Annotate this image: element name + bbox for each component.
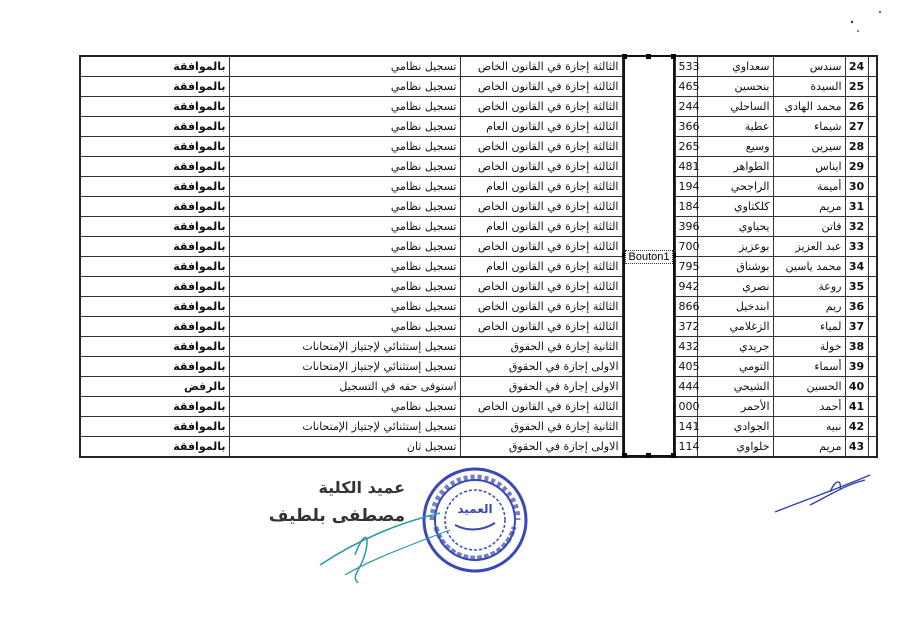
row-number-cell: 42 [845,417,868,437]
row-number-cell: 38 [845,337,868,357]
first-name-cell: سندس [773,56,845,77]
table-row [80,137,877,157]
dean-name: مصطفى بلطيف [268,506,405,526]
table-row [80,237,877,257]
student-id-cell: 396 [675,217,697,237]
edge-cell [868,337,877,357]
resize-handle[interactable] [622,54,627,59]
first-name-cell: أميمة [773,177,845,197]
first-name-cell: لمياء [773,317,845,337]
table-row [80,437,877,458]
study-level-cell: الثالثة إجازة في القانون الخاص [460,77,622,97]
study-level-cell: الاولى إجازة في الحقوق [460,357,622,377]
student-id-cell: 795 [675,257,697,277]
edge-cell [868,377,877,397]
decision-cell: بالموافقة [80,197,229,217]
registration-type-cell: تسجيل ثان [229,437,460,458]
decision-cell: بالموافقة [80,217,229,237]
last-name-cell: الزغلامي [697,317,773,337]
student-id-cell: 942 [675,277,697,297]
last-name-cell: الأحمر [697,397,773,417]
first-name-cell: شيماء [773,117,845,137]
decision-cell: بالموافقة [80,257,229,277]
registration-type-cell: تسجيل نظامي [229,56,460,77]
first-name-cell: سيرين [773,137,845,157]
edge-cell [868,297,877,317]
edge-cell [868,437,877,458]
row-number-cell: 28 [845,137,868,157]
registration-type-cell: تسجيل نظامي [229,277,460,297]
first-name-cell: محمد ياسين [773,257,845,277]
registration-type-cell: تسجيل نظامي [229,177,460,197]
decision-cell: بالموافقة [80,177,229,197]
decision-cell: بالموافقة [80,117,229,137]
study-level-cell: الثالثة إجازة في القانون الخاص [460,56,622,77]
resize-handle[interactable] [646,54,651,59]
first-name-cell: الحسين [773,377,845,397]
student-id-cell: 141 [675,417,697,437]
edge-cell [868,137,877,157]
decision-cell: بالموافقة [80,357,229,377]
resize-handle[interactable] [646,453,651,458]
last-name-cell: بنحسين [697,77,773,97]
study-level-cell: الثالثة إجازة في القانون الخاص [460,277,622,297]
resize-handle[interactable] [671,453,676,458]
table-row [80,277,877,297]
first-name-cell: ريم [773,297,845,317]
edge-cell [868,397,877,417]
decision-cell: بالموافقة [80,277,229,297]
decision-cell: بالموافقة [80,56,229,77]
row-number-cell: 36 [845,297,868,317]
last-name-cell: الطواهر [697,157,773,177]
study-level-cell: الثانية إجازة في الحقوق [460,337,622,357]
study-level-cell: الثالثة إجازة في القانون الخاص [460,237,622,257]
study-level-cell: الاولى إجازة في الحقوق [460,437,622,458]
decision-cell: بالرفض [80,377,229,397]
study-level-cell: الثالثة إجازة في القانون العام [460,177,622,197]
registration-type-cell: تسجيل إستثنائي لإجتياز الإمتحانات [229,357,460,377]
registration-type-cell: تسجيل نظامي [229,97,460,117]
table-row [80,157,877,177]
first-name-cell: أحمد [773,397,845,417]
first-name-cell: ايناس [773,157,845,177]
stamp-label: العميد [457,502,493,516]
edge-cell [868,317,877,337]
last-name-cell: سعداوي [697,56,773,77]
decision-cell: بالموافقة [80,297,229,317]
edge-cell [868,77,877,97]
row-number-cell: 24 [845,56,868,77]
signature-block [268,478,405,538]
registration-type-cell: تسجيل نظامي [229,217,460,237]
first-name-cell: أسماء [773,357,845,377]
student-id-cell: 114 [675,437,697,458]
edge-cell [868,157,877,177]
resize-handle[interactable] [671,54,676,59]
decision-cell: بالموافقة [80,417,229,437]
row-number-cell: 43 [845,437,868,458]
student-id-cell: 366 [675,117,697,137]
table-row [80,417,877,437]
edge-cell [868,277,877,297]
study-level-cell: الثالثة إجازة في القانون الخاص [460,317,622,337]
first-name-cell: روعة [773,277,845,297]
study-level-cell: الثالثة إجازة في القانون الخاص [460,137,622,157]
registration-type-cell: تسجيل نظامي [229,197,460,217]
edge-cell [868,56,877,77]
last-name-cell: بوعزيز [697,237,773,257]
student-id-cell: 700 [675,237,697,257]
row-number-cell: 31 [845,197,868,217]
edge-cell [868,357,877,377]
registration-type-cell: تسجيل نظامي [229,237,460,257]
last-name-cell: وسيع [697,137,773,157]
table-row [80,317,877,337]
row-number-cell: 34 [845,257,868,277]
table-row [80,117,877,137]
row-number-cell: 41 [845,397,868,417]
row-number-cell: 29 [845,157,868,177]
decision-cell: بالموافقة [80,237,229,257]
first-name-cell: فاتن [773,217,845,237]
study-level-cell: الثالثة إجازة في القانون الخاص [460,197,622,217]
table-row [80,397,877,417]
first-name-cell: مريم [773,437,845,458]
study-level-cell: الثالثة إجازة في القانون العام [460,117,622,137]
student-id-cell: 405 [675,357,697,377]
study-level-cell: الثالثة إجازة في القانون الخاص [460,397,622,417]
resize-handle[interactable] [622,453,627,458]
student-id-cell: 184 [675,197,697,217]
registration-type-cell: تسجيل نظامي [229,257,460,277]
registration-type-cell: تسجيل نظامي [229,397,460,417]
pen-stroke [770,470,880,520]
first-name-cell: مريم [773,197,845,217]
table-row [80,377,877,397]
decision-cell: بالموافقة [80,337,229,357]
study-level-cell: الثالثة إجازة في القانون العام [460,217,622,237]
decision-cell: بالموافقة [80,77,229,97]
student-id-cell: 533 [675,56,697,77]
edge-cell [868,257,877,277]
last-name-cell: الساحلي [697,97,773,117]
dean-title: عميد الكلية [318,478,405,497]
decision-cell: بالموافقة [80,317,229,337]
table-row [80,297,877,317]
table-row [80,177,877,197]
row-number-cell: 37 [845,317,868,337]
registration-type-cell: تسجيل نظامي [229,157,460,177]
first-name-cell: السيدة [773,77,845,97]
student-id-cell: 194 [675,177,697,197]
row-number-cell: 30 [845,177,868,197]
last-name-cell: بوشناق [697,257,773,277]
last-name-cell: كلكتاوي [697,197,773,217]
table-row [80,357,877,377]
table-row [80,197,877,217]
student-id-cell: 000 [675,397,697,417]
last-name-cell: الشيحي [697,377,773,397]
edge-cell [868,117,877,137]
table-row [80,217,877,237]
last-name-cell: عطية [697,117,773,137]
row-number-cell: 32 [845,217,868,237]
row-number-cell: 39 [845,357,868,377]
row-number-cell: 33 [845,237,868,257]
edge-cell [868,237,877,257]
student-id-cell: 265 [675,137,697,157]
last-name-cell: جريدي [697,337,773,357]
bouton1-button[interactable] [623,55,675,457]
registration-type-cell: تسجيل نظامي [229,137,460,157]
study-level-cell: الثانية إجازة في الحقوق [460,417,622,437]
row-number-cell: 25 [845,77,868,97]
table-row [80,257,877,277]
student-id-cell: 481 [675,157,697,177]
decision-cell: بالموافقة [80,397,229,417]
registration-type-cell: تسجيل نظامي [229,77,460,97]
row-number-cell: 40 [845,377,868,397]
table-row [80,337,877,357]
registration-type-cell: تسجيل نظامي [229,117,460,137]
decision-cell: بالموافقة [80,97,229,117]
table-row [80,77,877,97]
row-number-cell: 26 [845,97,868,117]
student-id-cell: 866 [675,297,697,317]
student-id-cell: 432 [675,337,697,357]
first-name-cell: محمد الهادي [773,97,845,117]
decision-cell: بالموافقة [80,157,229,177]
registration-type-cell: تسجيل نظامي [229,317,460,337]
study-level-cell: الثالثة إجازة في القانون الخاص [460,97,622,117]
bouton1-label: Bouton1 [625,250,673,264]
last-name-cell: نصري [697,277,773,297]
registration-type-cell: تسجيل إستثنائي لإجتياز الإمتحانات [229,337,460,357]
edge-cell [868,97,877,117]
registration-type-cell: تسجيل نظامي [229,297,460,317]
decision-cell: بالموافقة [80,437,229,458]
last-name-cell: التومي [697,357,773,377]
decision-cell: بالموافقة [80,137,229,157]
last-name-cell: الراجحي [697,177,773,197]
student-id-cell: 465 [675,77,697,97]
table-row [80,97,877,117]
last-name-cell: يحياوي [697,217,773,237]
row-number-cell: 35 [845,277,868,297]
last-name-cell: ابندخيل [697,297,773,317]
table-row [80,56,877,77]
edge-cell [868,417,877,437]
registration-type-cell: تسجيل إستثنائي لإجتياز الإمتحانات [229,417,460,437]
study-level-cell: الاولى إجازة في الحقوق [460,377,622,397]
students-table [79,55,878,458]
study-level-cell: الثالثة إجازة في القانون الخاص [460,157,622,177]
edge-cell [868,197,877,217]
last-name-cell: الجوادي [697,417,773,437]
study-level-cell: الثالثة إجازة في القانون الخاص [460,297,622,317]
students-table-container [79,55,876,461]
first-name-cell: خولة [773,337,845,357]
student-id-cell: 244 [675,97,697,117]
student-id-cell: 444 [675,377,697,397]
first-name-cell: عبد العزيز [773,237,845,257]
student-id-cell: 372 [675,317,697,337]
edge-cell [868,217,877,237]
registration-type-cell: استوفى حقه في التسجيل [229,377,460,397]
edge-cell [868,177,877,197]
study-level-cell: الثالثة إجازة في القانون العام [460,257,622,277]
first-name-cell: نبيه [773,417,845,437]
row-number-cell: 27 [845,117,868,137]
last-name-cell: خلواوي [697,437,773,458]
